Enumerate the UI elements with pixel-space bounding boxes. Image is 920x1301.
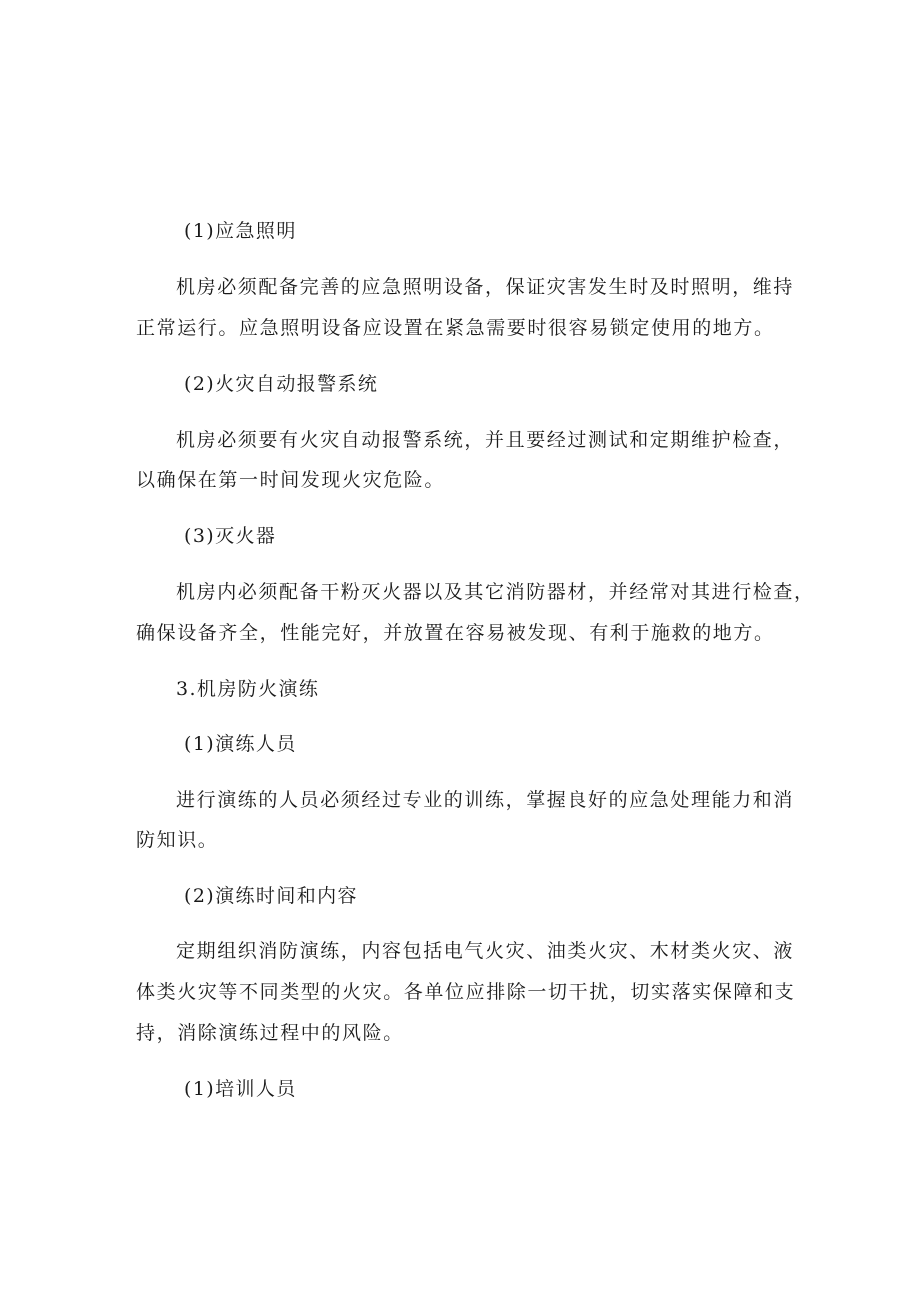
paragraph-line: 进行演练的人员必须经过专业的训练，掌握良好的应急处理能力和消 bbox=[176, 789, 795, 811]
paragraph-line: 定期组织消防演练，内容包括电气火灾、油类火灾、木材类火灾、液 bbox=[176, 940, 795, 962]
paragraph-line: 机房必须配备完善的应急照明设备，保证灾害发生时及时照明，维持 bbox=[176, 276, 795, 298]
paragraph-line: 体类火灾等不同类型的火灾。各单位应排除一切干扰，切实落实保障和支 bbox=[136, 981, 796, 1003]
section-heading-fire-extinguisher: (3)灭火器 bbox=[184, 525, 277, 547]
section-heading-emergency-lighting: (1)应急照明 bbox=[184, 220, 297, 242]
paragraph-line: 持，消除演练过程中的风险。 bbox=[136, 1022, 404, 1044]
paragraph-line: 确保设备齐全，性能完好，并放置在容易被发现、有利于施救的地方。 bbox=[136, 622, 775, 644]
section-heading-drill-personnel: (1)演练人员 bbox=[184, 733, 297, 755]
section-heading-fire-alarm-system: (2)火灾自动报警系统 bbox=[184, 373, 379, 395]
section-heading-fire-drill: 3.机房防火演练 bbox=[176, 678, 320, 700]
paragraph-line: 以确保在第一时间发现火灾危险。 bbox=[136, 469, 446, 491]
paragraph-line: 防知识。 bbox=[136, 829, 219, 851]
paragraph-line: 正常运行。应急照明设备应设置在紧急需要时很容易锁定使用的地方。 bbox=[136, 317, 775, 339]
section-heading-drill-time-content: (2)演练时间和内容 bbox=[184, 885, 358, 907]
section-heading-training-personnel: (1)培训人员 bbox=[184, 1078, 297, 1100]
paragraph-line: 机房内必须配备干粉灭火器以及其它消防器材，并经常对其进行检查， bbox=[176, 581, 815, 603]
paragraph-line: 机房必须要有火灾自动报警系统，并且要经过测试和定期维护检查， bbox=[176, 429, 795, 451]
